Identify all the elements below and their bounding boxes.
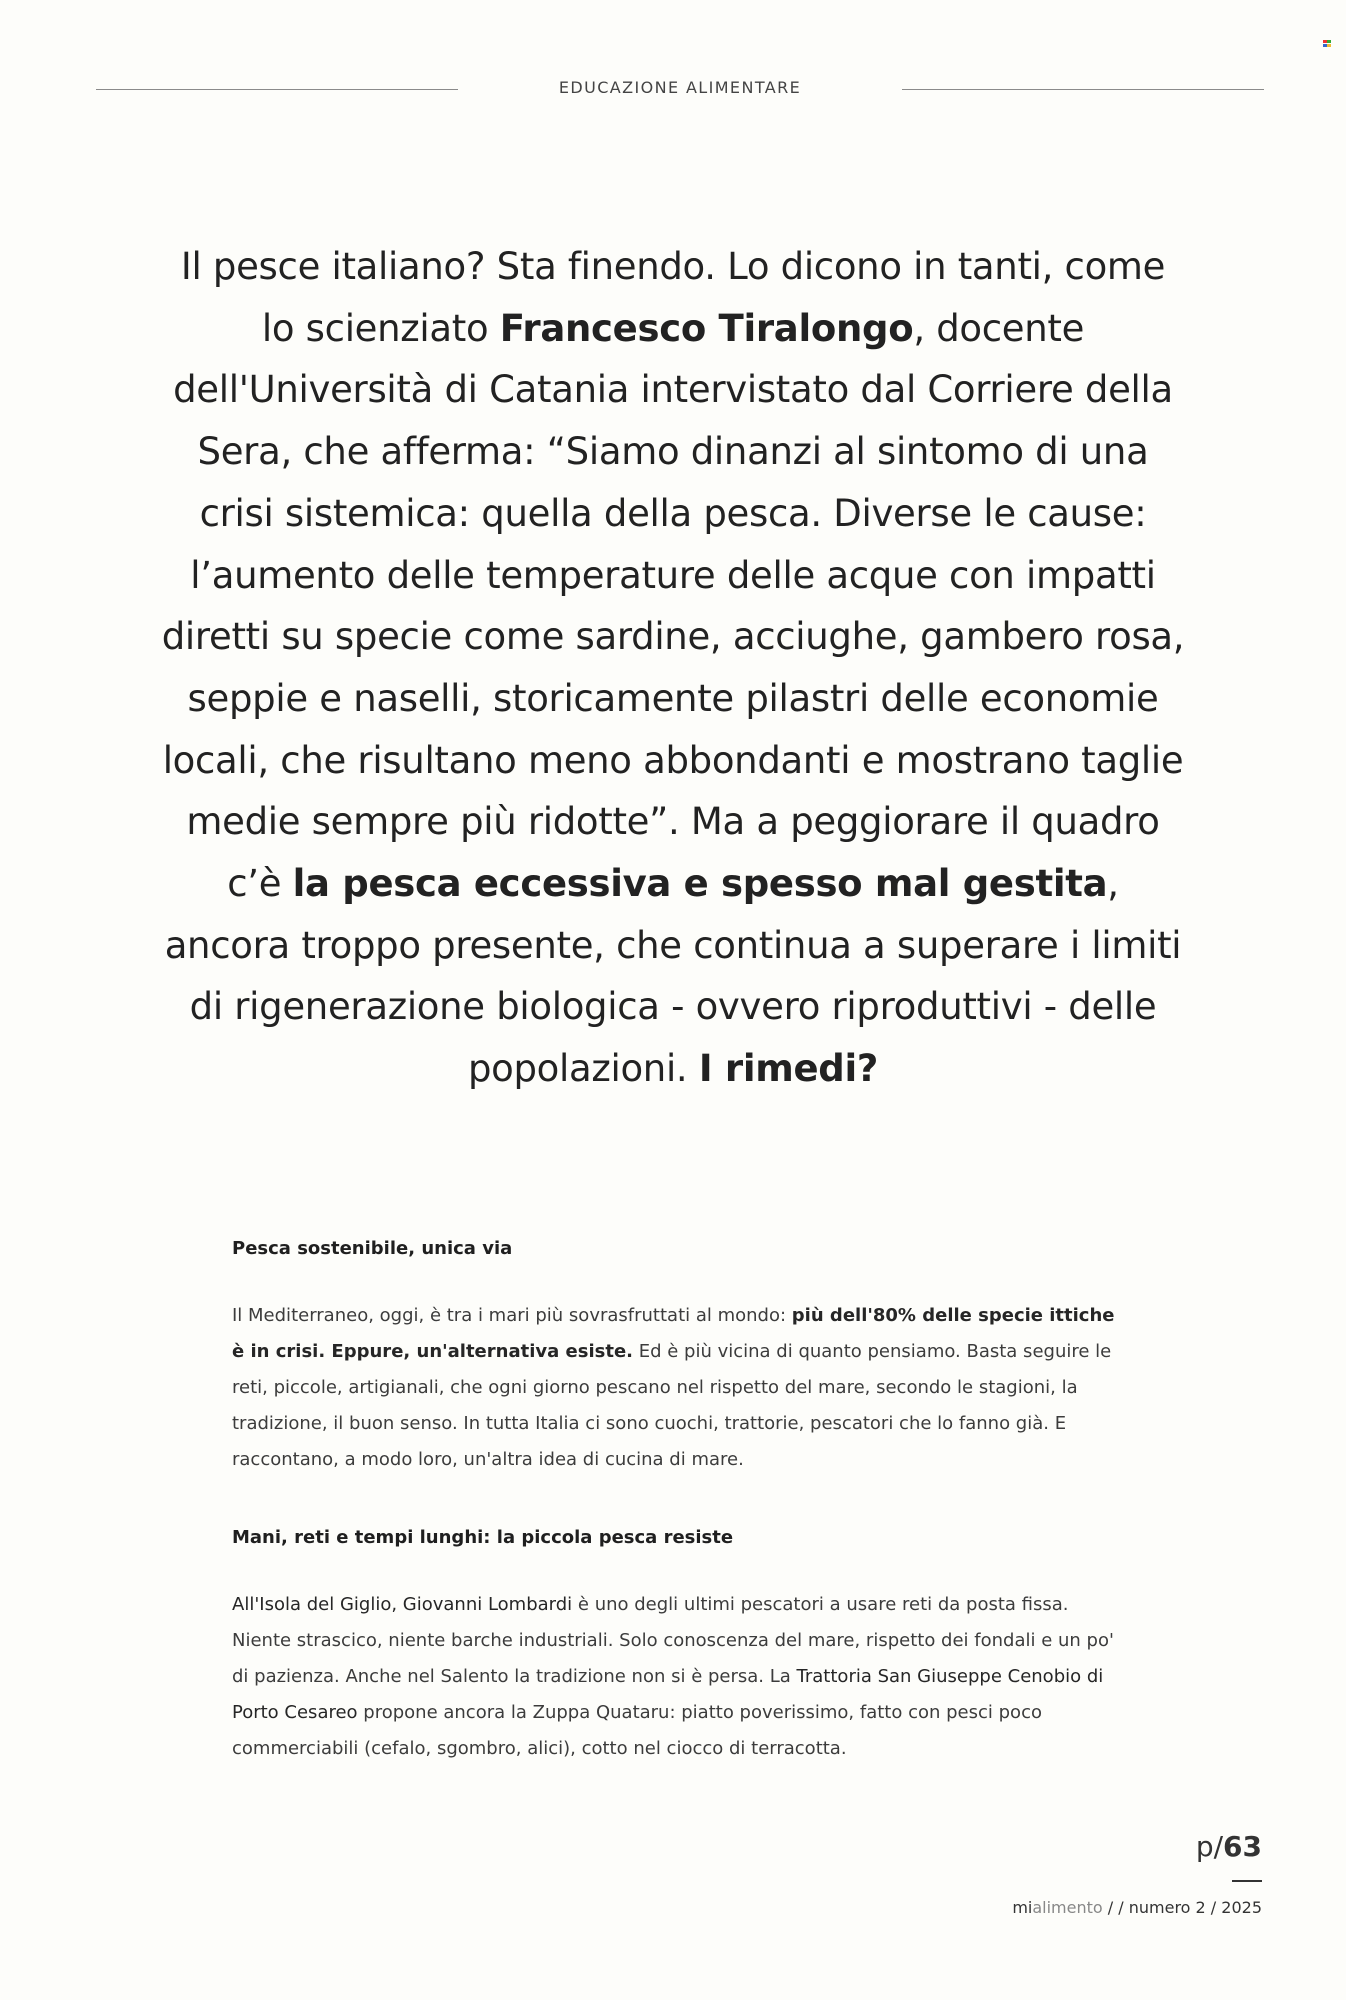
para2-trattoria: Trattoria San Giuseppe Cenobio di Porto Cesareo xyxy=(232,1666,1104,1723)
lead-bold-tiralongo: Francesco Tiralongo xyxy=(499,306,914,350)
page-prefix: p/ xyxy=(1195,1830,1224,1863)
para2-text-b: è uno degli ultimi pescatori a usare reti da posta fissa. Niente strascico, niente barche industriali. Solo conoscenza del mare, rispetto dei fondali e un po' di pazienza. Anche nel Salento la tradizione non si è persa. La xyxy=(232,1594,1114,1687)
section-heading-pesca-sostenibile: Pesca sostenibile, unica via xyxy=(232,1238,513,1259)
page-number xyxy=(1196,1830,1262,1863)
section-label: EDUCAZIONE ALIMENTARE xyxy=(558,78,802,97)
section-heading-piccola-pesca: Mani, reti e tempi lunghi: la piccola pesca resiste xyxy=(232,1527,734,1548)
brand-alimento: alimento xyxy=(1032,1898,1103,1917)
lead-bold-pesca-eccessiva: la pesca eccessiva e spesso mal gestita xyxy=(292,862,1108,906)
lead-text-3: , ancora troppo presente, che continua a superare i limiti di rigenerazione biologica - ovvero riproduttivi - delle popolazioni. xyxy=(164,862,1182,1091)
issue-info: / / numero 2 / 2025 xyxy=(1102,1898,1262,1917)
footer-issue xyxy=(1012,1898,1262,1917)
para1-bold: più dell'80% delle specie ittiche è in crisi. Eppure, un'alternativa esiste. xyxy=(232,1305,1115,1362)
page-number-rule xyxy=(1232,1880,1262,1882)
para2-text-d: propone ancora la Zuppa Quataru: piatto poverissimo, fatto con pesci poco commerciabili (cefalo, sgombro, alici), cotto nel ciocco di terracotta. xyxy=(232,1702,1042,1759)
page-number-value: 63 xyxy=(1223,1830,1262,1863)
lead-bold-rimedi: I rimedi? xyxy=(698,1047,879,1091)
para2-name-lombardi: All'Isola del Giglio, Giovanni Lombardi xyxy=(232,1594,573,1615)
para1-text-a: Il Mediterraneo, oggi, è tra i mari più sovrasfruttati al mondo: xyxy=(232,1305,792,1326)
lead-text-2: , docente dell'Università di Catania intervistato dal Corriere della Sera, che afferma: “Siamo dinanzi al sintomo di una crisi sistemica: quella della pesca. Diverse le cause: l’aumento delle temperature delle acque con impatti diretti su specie come sardine, acciughe, gambero rosa, seppie e naselli, storicamente pilastri delle economie locali, che risultano meno abbondanti e mostrano taglie medie sempre più ridotte”. Ma a peggiorare il quadro c’è xyxy=(161,306,1185,906)
page-header xyxy=(96,78,1264,106)
paragraph-mediterraneo xyxy=(232,1298,1132,1478)
header-rule-right xyxy=(902,89,1264,90)
color-registration-icon xyxy=(1323,40,1332,47)
lead-text-1: Il pesce italiano? Sta finendo. Lo dicono in tanti, come lo scienziato xyxy=(180,245,1166,350)
paragraph-giglio xyxy=(232,1587,1132,1767)
lead-paragraph xyxy=(160,236,1186,1100)
para1-text-c: Ed è più vicina di quanto pensiamo. Basta seguire le reti, piccole, artigianali, che ogni giorno pescano nel rispetto del mare, secondo le stagioni, la tradizione, il buon senso. In tutta Italia ci sono cuochi, trattorie, pescatori che lo fanno già. E raccontano, a modo loro, un'altra idea di cucina di mare. xyxy=(232,1341,1112,1470)
brand-mi: mi xyxy=(1012,1898,1033,1917)
